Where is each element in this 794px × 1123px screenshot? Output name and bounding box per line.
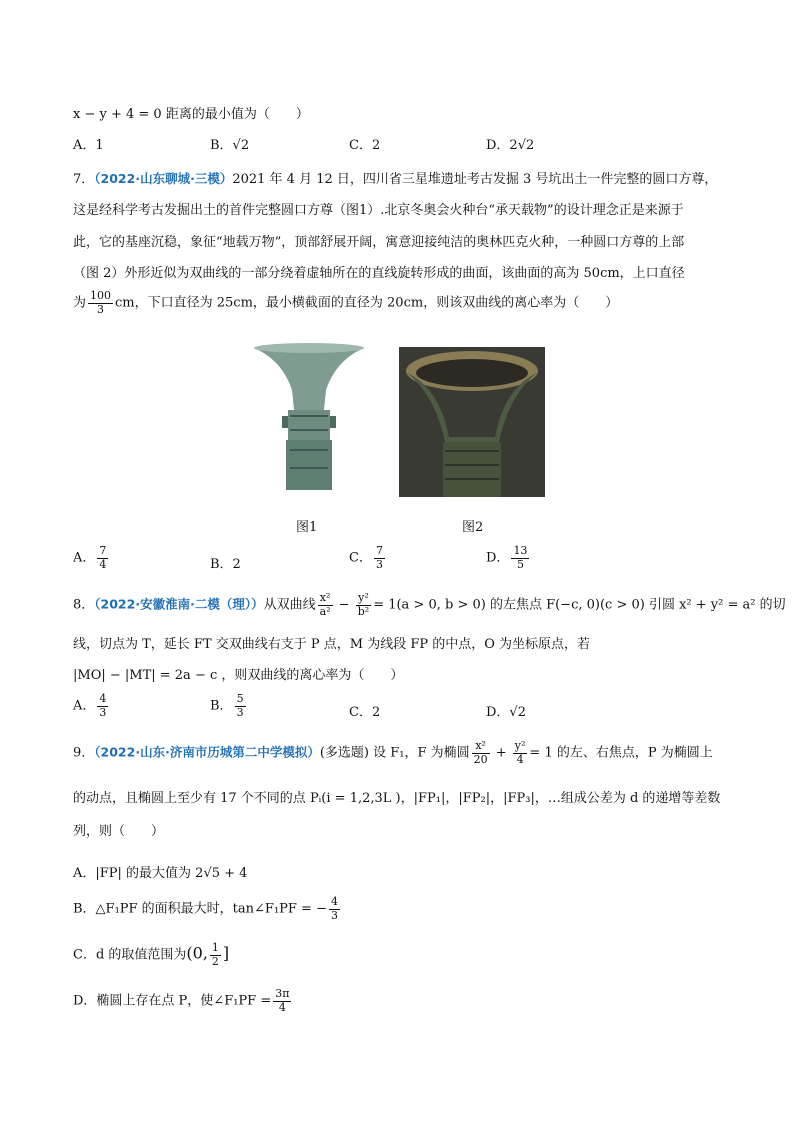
fraction-denominator: 20 — [473, 752, 488, 766]
q9-option-a: A．|FP| 的最大值为 2√5 + 4 — [73, 866, 248, 881]
fraction-numerator: x² — [318, 592, 333, 606]
fraction-denominator: 4 — [516, 752, 524, 766]
q9-option-d — [73, 988, 293, 1014]
fraction-denominator: 2 — [211, 954, 219, 968]
q7-line-5 — [73, 290, 618, 316]
q7-source: （2022·山东聊城·三模） — [94, 171, 233, 186]
fraction-numerator: 5 — [236, 692, 244, 705]
q9-source: （2022·山东·济南市历城第二中学模拟） — [94, 744, 320, 760]
q7-line5-post: cm，下口直径为 25cm，最小横截面的直径为 20cm，则该双曲线的离心率为（ ） — [115, 295, 619, 311]
option-fraction — [273, 988, 291, 1014]
fraction-numerator: 7 — [375, 544, 383, 557]
fraction-numerator: y² — [514, 739, 526, 752]
fraction-denominator: 5 — [516, 557, 524, 571]
option-fraction — [210, 942, 221, 968]
q9-ellipse-y-term — [513, 740, 528, 766]
q8-option-b — [210, 693, 248, 719]
option-fraction — [511, 545, 529, 571]
q9-ellipse-x-term — [472, 740, 490, 766]
q7-line-1 — [73, 168, 717, 187]
q8-line-2: 线，切点为 T，延长 FT 交双曲线右支于 P 点，M 为线段 FP 的中点，O 为坐标原点，若 — [73, 637, 591, 652]
fraction-denominator: b² — [357, 604, 370, 618]
q8-source: （2022·安徽淮南·二模（理）） — [94, 596, 264, 612]
fraction-denominator: 4 — [99, 557, 107, 571]
fraction-denominator: 3 — [236, 705, 244, 719]
q8-hyperbola-y-term — [356, 592, 371, 618]
q8-line-3: |MO| − |MT| = 2a − c ，则双曲线的离心率为（ ） — [73, 668, 404, 683]
q6-option-a: A．1 — [73, 138, 104, 153]
q7-option-c — [349, 545, 387, 571]
option-fraction — [97, 693, 108, 719]
q8-text-1a: 从双曲线 — [263, 597, 316, 613]
q8-option-d: D．√2 — [486, 705, 526, 720]
option-fraction — [97, 545, 108, 571]
option-fraction — [235, 693, 246, 719]
q7-line-2: 这是经科学考古发掘出土的首件完整圆口方尊（图1）.北京冬奥会火种台“承天载物”的设计理念正是来源于 — [73, 203, 684, 218]
option-fraction — [329, 896, 340, 922]
q9-option-d-text: D．椭圆上存在点 P，使∠F₁PF = — [73, 993, 272, 1009]
q8-text-1b: = 1(a > 0, b > 0) 的左焦点 F(−c, 0)(c > 0) 引圆 x² + y² = a² 的切 — [373, 597, 786, 613]
q9-line-2: 的动点，且椭圆上至少有 17 个不同的点 Pᵢ(i = 1,2,3L )，|FP₁|，|FP₂|，|FP₃|，…组成公差为 d 的递增等差数 — [73, 791, 721, 806]
q7-line-3: 此，它的基座沉稳，象征“地载万物”，顶部舒展开阔，寓意迎接纯洁的奥林匹克火种，一种圆口方尊的上部 — [73, 235, 685, 250]
q9-line-1: 9．（2022·山东·济南市历城第二中学模拟）(多选题) 设 F₁，F 为椭圆 $\frac{\text{x²}}{20}$ + $\frac{\text{y²}}{4}$ = 1 的左、右焦点，P 为椭圆上 — [73, 739, 713, 766]
q6-tail-text: x − y + 4 = 0 距离的最小值为（ ） — [73, 107, 309, 122]
q6-option-d: D．2√2 — [486, 138, 535, 153]
q8-line-1: 8．（2022·安徽淮南·二模（理））从双曲线 $\frac{\text{x²}}{\text{a²}}$ − $\frac{\text{y²}}{\text{b²}}$ = 1(a > 0, b > 0) 的左焦点 F(−c, 0)(c > 0) 引圆 x² + y² = a² 的切 — [73, 591, 786, 618]
figure-2-vessel-photo — [399, 347, 545, 497]
q6-option-c: C．2 — [349, 138, 381, 153]
q9-line-3: 列，则（ ） — [73, 824, 165, 839]
figure-1-vessel-photo — [246, 340, 372, 500]
option-label: A． — [73, 698, 96, 714]
option-label: B． — [210, 698, 233, 714]
figure-2-caption: 图2 — [462, 520, 484, 535]
q9-option-c — [73, 942, 229, 968]
interval-close: ] — [222, 943, 230, 963]
fraction-denominator: 3 — [375, 557, 383, 571]
fraction-numerator: 13 — [513, 544, 528, 557]
figure-1-caption: 图1 — [296, 520, 318, 535]
fraction-numerator: y² — [356, 592, 371, 606]
option-label: C． — [349, 550, 372, 566]
q7-option-d — [486, 545, 531, 571]
fraction-denominator: 4 — [278, 1000, 286, 1014]
fraction-numerator: 4 — [330, 895, 338, 908]
fraction-numerator: 1 — [211, 941, 219, 954]
q9-option-b — [73, 896, 342, 922]
q7-diameter-fraction — [88, 290, 113, 316]
q9-number: 9． — [73, 745, 95, 761]
fraction-numerator: x² — [472, 740, 490, 754]
q7-text-1: 2021 年 4 月 12 日，四川省三星堆遗址考古发掘 3 号坑出土一件完整的圆口方尊， — [232, 172, 718, 187]
fraction-denominator: a² — [319, 604, 331, 618]
option-fraction — [374, 545, 385, 571]
fraction-denominator: 3 — [97, 302, 105, 316]
fraction-denominator: 3 — [99, 705, 107, 719]
q8-number: 8． — [73, 597, 95, 613]
fraction-numerator: 7 — [99, 544, 107, 557]
q9-text-1a: (多选题) 设 F₁，F 为椭圆 — [319, 745, 470, 761]
interval-open: (0, — [186, 943, 208, 963]
option-label: D． — [486, 550, 510, 566]
fraction-numerator: 3π — [275, 987, 290, 1000]
q8-option-c: C．2 — [349, 705, 381, 720]
q6-option-b: B．√2 — [210, 138, 250, 153]
fraction-numerator: 100 — [90, 289, 112, 302]
fraction-denominator: 3 — [330, 908, 338, 922]
fraction-numerator: 4 — [99, 692, 107, 705]
option-label: A． — [73, 550, 96, 566]
q7-line5-pre: 为 — [73, 295, 87, 311]
q8-hyperbola-x-term — [318, 592, 333, 618]
q7-line-4: （图 2）外形近似为双曲线的一部分绕着虚轴所在的直线旋转形成的曲面，该曲面的高为 50cm，上口直径 — [73, 266, 685, 281]
q9-option-b-text: B．△F₁PF 的面积最大时，tan∠F₁PF = − — [73, 901, 327, 917]
q9-option-c-text: C．d 的取值范围为 — [73, 947, 187, 963]
q9-text-1b: = 1 的左、右焦点，P 为椭圆上 — [529, 745, 713, 761]
q8-option-a — [73, 693, 110, 719]
q7-number: 7． — [73, 172, 95, 187]
q7-option-a — [73, 545, 110, 571]
q7-option-b: B．2 — [210, 557, 241, 572]
